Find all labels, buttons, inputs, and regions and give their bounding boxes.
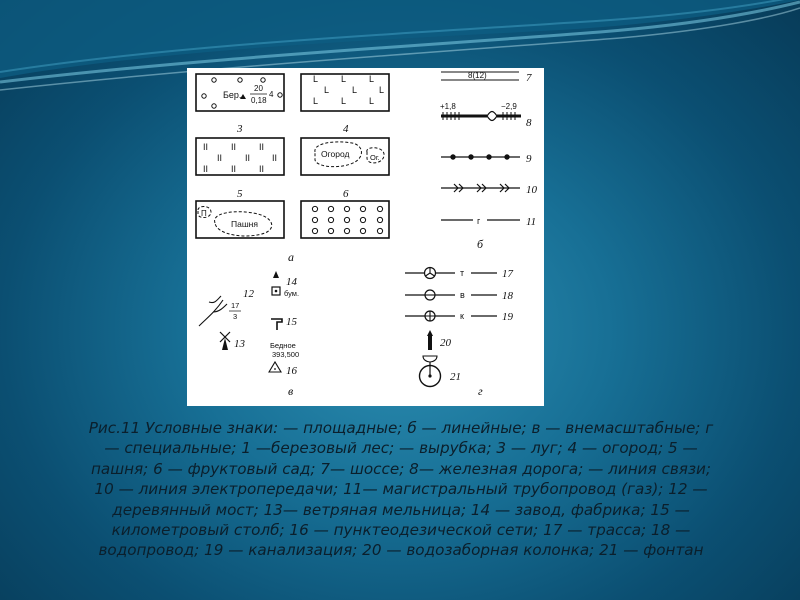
caption-line-6: километровый столб; 16 — пунктеодезической сети; 17 — трасса; 18 —: [111, 521, 691, 540]
symbol-number-7: 7: [526, 72, 532, 84]
symbol-number-6: 6: [343, 188, 349, 200]
svg-text:L: L: [341, 74, 347, 84]
symbol-number-17: 17: [502, 268, 513, 280]
symbol-number-20: 20: [440, 337, 451, 349]
birch-distance: 4: [269, 90, 274, 99]
symbol-number-19: 19: [502, 311, 513, 323]
svg-text:II: II: [231, 142, 237, 152]
symbol-number-21: 21: [450, 371, 461, 383]
symbol-number-15: 15: [286, 316, 297, 328]
svg-text:L: L: [379, 85, 385, 95]
svg-text:II: II: [272, 153, 278, 163]
caption-line-4: 10 — линия электропередачи; 11— магистральный трубопровод (газ); 12 —: [94, 480, 708, 499]
birch-height: 20: [254, 84, 263, 93]
svg-text:L: L: [352, 85, 358, 95]
railway-left-mark: +1,8: [440, 102, 456, 111]
symbol-number-16: 16: [286, 365, 297, 377]
caption-line-1: Рис.11 Условные знаки: — площадные; б — линейные; в — внемасштабные; г: [88, 419, 714, 437]
panel-a-area-symbols: [196, 74, 389, 264]
figure-caption: [40, 418, 762, 561]
symbol-number-4: 4: [343, 123, 349, 135]
symbol-number-12: 12: [243, 288, 254, 300]
panel-v-label: в: [288, 384, 294, 398]
svg-text:II: II: [203, 142, 209, 152]
birch-label: Бер.: [223, 90, 242, 100]
svg-text:II: II: [245, 153, 251, 163]
svg-text:L: L: [369, 74, 375, 84]
arable-label: Пашня: [231, 219, 258, 229]
garden-short-label: Ог.: [370, 153, 380, 162]
symbol-number-8: 8: [526, 117, 532, 129]
symbol-number-11: 11: [526, 216, 537, 228]
svg-text:L: L: [341, 96, 347, 106]
svg-text:L: L: [324, 85, 330, 95]
symbol-number-10: 10: [526, 184, 537, 196]
svg-text:II: II: [259, 142, 265, 152]
panel-v-point-symbols: [199, 271, 299, 398]
birch-thickness: 0,18: [251, 96, 267, 105]
sewer-letter: к: [460, 311, 464, 321]
geodetic-elevation: 393,500: [272, 350, 300, 359]
symbol-number-9: 9: [526, 153, 532, 165]
svg-text:II: II: [203, 164, 209, 174]
symbol-number-5: 5: [237, 188, 243, 200]
svg-text:L: L: [313, 74, 319, 84]
panel-b-label: б: [477, 237, 484, 251]
symbol-number-3: 3: [237, 123, 243, 135]
pipeline-label: г: [477, 216, 481, 226]
highway-label: 8(12): [468, 71, 487, 80]
railway-right-mark: −2,9: [501, 102, 517, 111]
symbol-number-13: 13: [234, 338, 245, 350]
geodetic-name: Бедное: [270, 341, 296, 350]
bridge-width: 3: [233, 312, 238, 321]
panel-g-special-symbols: [405, 268, 514, 399]
garden-label: Огород: [321, 149, 350, 159]
svg-text:II: II: [259, 164, 265, 174]
caption-line-3: пашня; 6 — фруктовый сад; 7— шоссе; 8— железная дорога; — линия связи;: [90, 459, 712, 478]
svg-text:II: II: [231, 164, 237, 174]
route-letter: т: [460, 268, 465, 278]
symbol-number-14: 14: [286, 276, 297, 288]
bridge-length: 17: [231, 301, 240, 310]
panel-a-label: а: [288, 250, 294, 264]
svg-text:L: L: [313, 96, 319, 106]
panel-b-linear-symbols: [440, 71, 538, 251]
svg-text:II: II: [217, 153, 223, 163]
panel-g-label: г: [478, 384, 483, 398]
factory-label: бум.: [284, 289, 300, 298]
map-symbols-figure: [187, 68, 544, 406]
svg-text:L: L: [369, 96, 375, 106]
water-letter: в: [460, 290, 465, 300]
caption-line-5: деревянный мост; 13— ветряная мельница; 14 — завод, фабрика; 15 —: [112, 500, 690, 519]
symbol-number-18: 18: [502, 290, 513, 302]
plot-short-label: П: [201, 209, 207, 218]
caption-line-2: — специальные; 1 —березовый лес; — вырубка; 3 — луг; 4 — огород; 5 —: [104, 439, 698, 458]
caption-line-7: водопровод; 19 — канализация; 20 — водозаборная колонка; 21 — фонтан: [98, 541, 704, 560]
